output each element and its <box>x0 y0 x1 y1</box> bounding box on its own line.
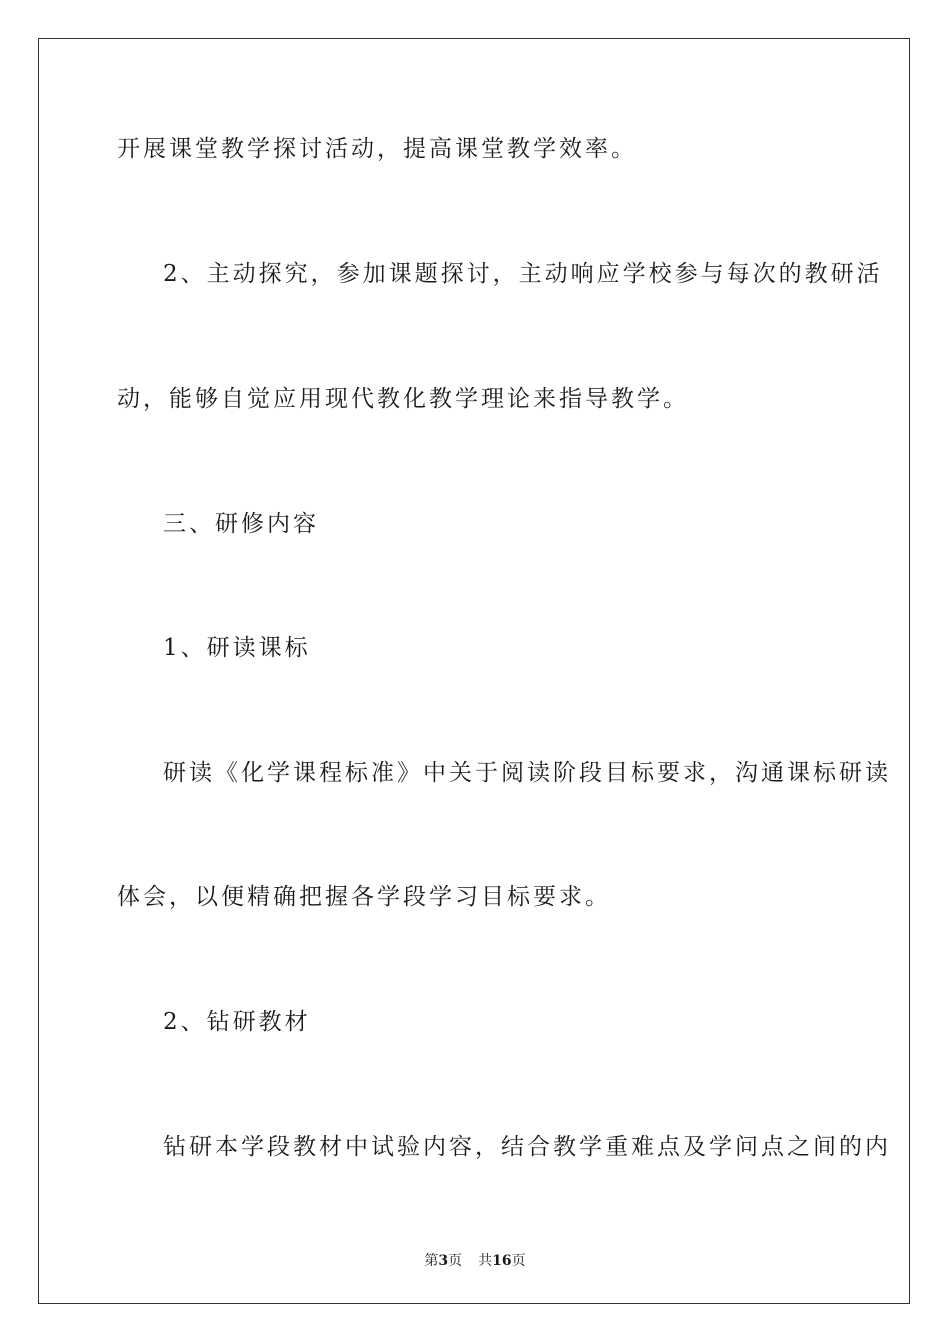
page-footer <box>0 1250 950 1270</box>
footer-total-prefix: 共 <box>478 1253 493 1269</box>
paragraph-line-1: 开展课堂教学探讨活动，提高课堂教学效率。 <box>117 136 637 162</box>
section-heading: 三、研修内容 <box>163 511 319 537</box>
page-border <box>38 38 910 1304</box>
footer-total-pages: 16 <box>492 1253 512 1269</box>
paragraph-line-3: 动，能够自觉应用现代教化教学理论来指导教学。 <box>117 386 689 412</box>
footer-page-prefix: 第 <box>424 1253 439 1269</box>
paragraph-line-7: 体会，以便精确把握各学段学习目标要求。 <box>117 884 611 910</box>
footer-page-number: 3 <box>438 1253 449 1269</box>
paragraph-line-2: 2、主动探究，参加课题探讨，主动响应学校参与每次的教研活 <box>163 261 883 287</box>
subsection-heading-1: 1、研读课标 <box>163 635 311 661</box>
subsection-heading-2: 2、钻研教材 <box>163 1009 311 1035</box>
footer-total-suffix: 页 <box>511 1253 526 1269</box>
footer-page-suffix: 页 <box>448 1253 463 1269</box>
paragraph-line-9: 钻研本学段教材中试验内容，结合教学重难点及学问点之间的内 <box>163 1134 891 1160</box>
paragraph-line-6: 研读《化学课程标准》中关于阅读阶段目标要求，沟通课标研读 <box>163 760 891 786</box>
